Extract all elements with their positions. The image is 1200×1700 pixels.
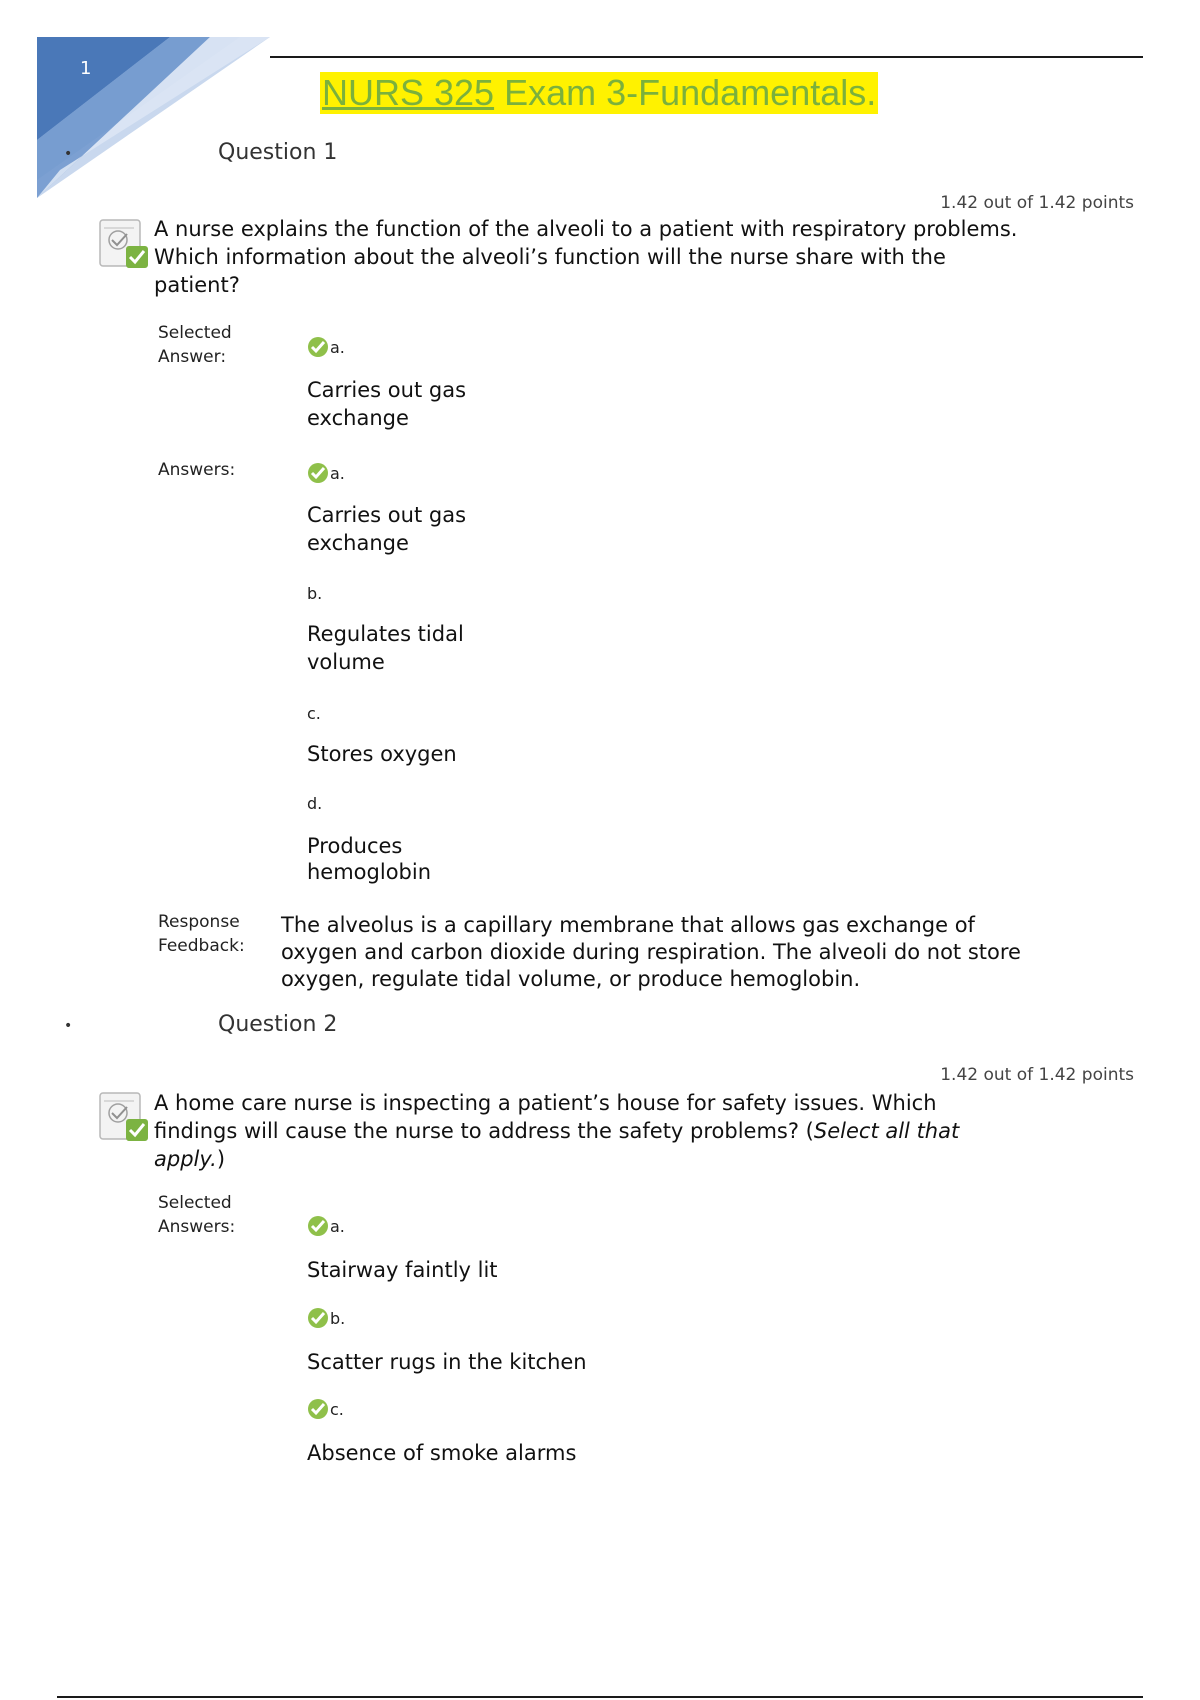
option-letter: a. — [330, 337, 345, 357]
response-feedback-label: Response Feedback: — [158, 912, 245, 956]
selected-answer-text-c: Absence of smoke alarms — [307, 1441, 577, 1465]
option-letter: a. — [330, 1216, 345, 1236]
answer-option-c — [307, 700, 321, 726]
selected-answer-text: Carries out gas exchange — [307, 378, 467, 430]
answer-text-c: Stores oxygen — [307, 742, 457, 766]
question-1-heading: Question 1 — [218, 140, 338, 165]
bottom-divider — [57, 1696, 1143, 1698]
answer-text-b: Regulates tidal volume — [307, 622, 464, 674]
question-1-points: 1.42 out of 1.42 points — [940, 193, 1134, 213]
corner-decoration — [0, 0, 280, 210]
option-letter: c. — [330, 1399, 344, 1419]
selected-answer-text-a: Stairway faintly lit — [307, 1258, 498, 1282]
answer-option-d — [307, 790, 322, 816]
option-letter: b. — [330, 1308, 346, 1328]
selected-answer-option-a — [307, 1213, 345, 1239]
answers-label: Answers: — [158, 460, 236, 480]
selected-answer-option-b — [307, 1305, 345, 1331]
question-2-points: 1.42 out of 1.42 points — [940, 1065, 1134, 1085]
title-rest: Exam 3-Fundamentals. — [494, 72, 877, 113]
correct-check-icon — [307, 1215, 329, 1237]
question-2-heading: Question 2 — [218, 1012, 338, 1037]
answer-option-a — [307, 460, 345, 486]
question-1-text: A nurse explains the function of the alveoli to a patient with respiratory problems. Which information about the alveoli’s function will the nurse share with the patient? — [154, 217, 1018, 297]
question-2-text — [154, 1089, 1024, 1173]
answer-option-b — [307, 580, 322, 606]
correct-check-icon — [307, 462, 329, 484]
option-letter: d. — [307, 793, 323, 813]
course-code: NURS 325 — [322, 72, 495, 113]
correct-check-icon — [307, 1307, 329, 1329]
page-number: 1 — [80, 58, 92, 79]
response-feedback-text: The alveolus is a capillary membrane that allows gas exchange of oxygen and carbon dioxide during respiration. The alveoli do not store oxygen, regulate tidal volume, or produce hemoglobin. — [281, 913, 1021, 991]
question-2-text-main: A home care nurse is inspecting a patient’s house for safety issues. Which findings will cause the nurse to address the safety problems? ( — [154, 1091, 937, 1143]
graded-correct-icon — [98, 1089, 150, 1145]
selected-answers-label: Selected Answers: — [158, 1193, 236, 1237]
option-letter: a. — [330, 463, 345, 483]
correct-check-icon — [307, 1398, 329, 1420]
selected-answer-label: Selected Answer: — [158, 323, 232, 367]
question-2-text-end: ) — [216, 1147, 226, 1171]
selected-answer-option-c — [307, 1396, 344, 1422]
selected-answer-text-b: Scatter rugs in the kitchen — [307, 1350, 587, 1374]
graded-correct-icon — [98, 216, 150, 272]
question-2-text-italic: Select all that apply. — [154, 1119, 960, 1171]
selected-answer-option — [307, 334, 345, 360]
answer-text-d: Produces hemoglobin — [307, 834, 432, 884]
top-divider — [270, 56, 1143, 58]
correct-check-icon — [307, 336, 329, 358]
bullet: • — [64, 146, 73, 162]
bullet: • — [64, 1018, 73, 1034]
document-title — [320, 72, 878, 114]
answer-text-a: Carries out gas exchange — [307, 503, 467, 555]
option-letter: c. — [307, 703, 321, 723]
option-letter: b. — [307, 583, 323, 603]
